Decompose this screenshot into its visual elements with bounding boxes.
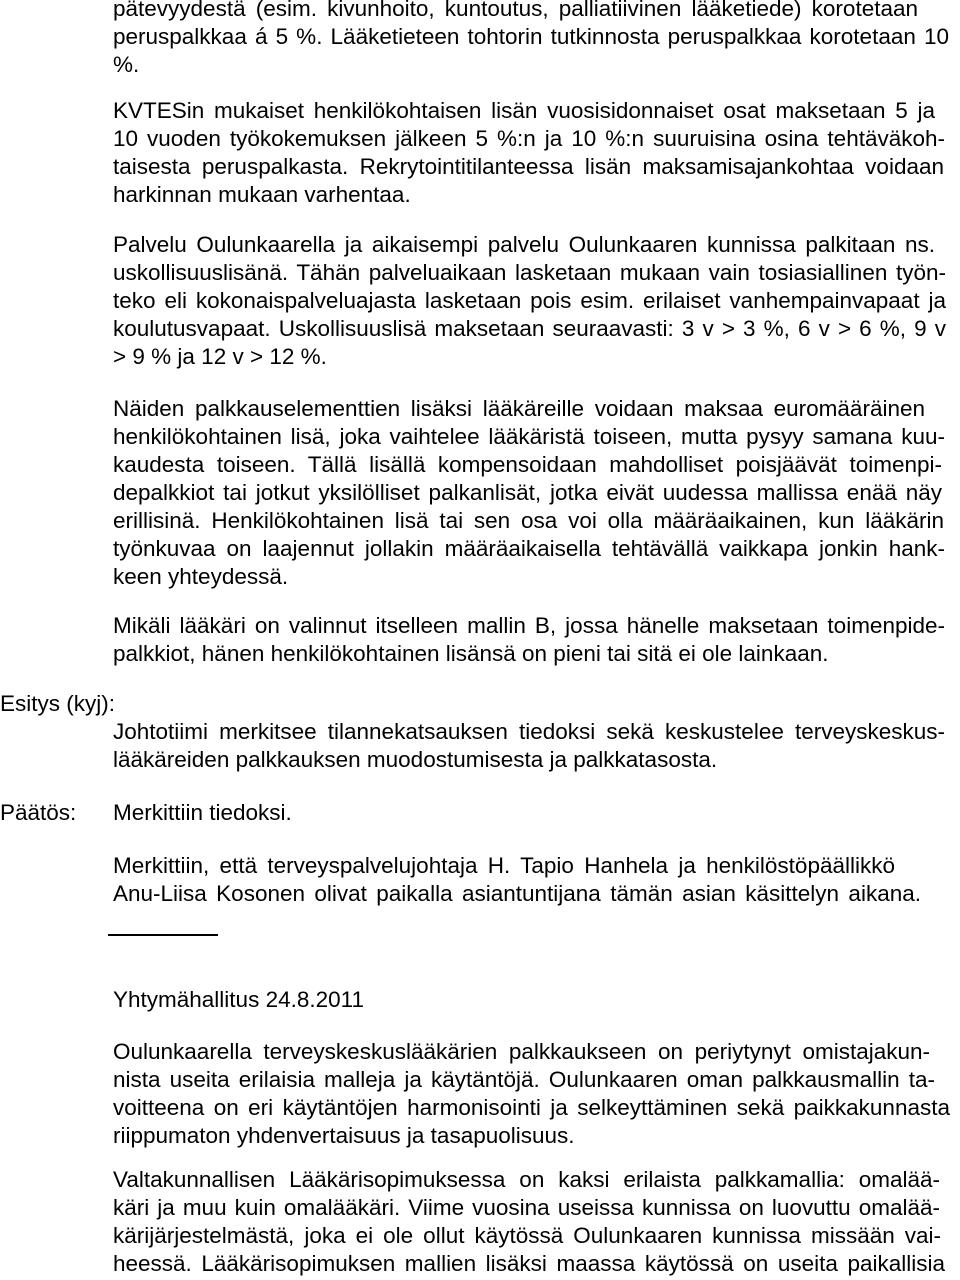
paragraph-line: > 9 % ja 12 v > 12 %. xyxy=(113,344,327,369)
paragraph xyxy=(113,231,953,371)
paragraph xyxy=(113,0,953,79)
paragraph-line: palkkiot, hänen henkilökohtainen lisänsä on pieni tai sitä ei ole lainkaan. xyxy=(113,641,829,666)
paragraph-line: Näiden palkkauselementtien lisäksi lääkäreille voidaan maksaa euromääräinen xyxy=(113,396,925,421)
paragraph xyxy=(113,395,953,591)
paragraph-line: Mikäli lääkäri on valinnut itselleen mallin B, jossa hänelle maksetaan toimenpide- xyxy=(113,613,945,638)
decision-text xyxy=(113,799,953,827)
paragraph-line: taisesta peruspalkasta. Rekrytointitilanteessa lisän maksamisajankohtaa voidaan xyxy=(113,154,944,179)
paragraph-line: voitteena on eri käytäntöjen harmonisointi ja selkeyttäminen sekä paikkakunnasta xyxy=(113,1095,950,1120)
paragraph-line: erillisinä. Henkilökohtainen lisä tai sen osa voi olla määräaikainen, kun lääkärin xyxy=(113,508,944,533)
paragraph-line: käri ja muu kuin omalääkäri. Viime vuosina useissa kunnissa on luovuttu omalää- xyxy=(113,1195,940,1220)
paragraph xyxy=(113,97,953,209)
paragraph-line: KVTESin mukaiset henkilökohtaisen lisän vuosisidonnaiset osat maksetaan 5 ja xyxy=(113,98,935,123)
paragraph-line: riippumaton yhdenvertaisuus ja tasapuolisuus. xyxy=(113,1123,575,1148)
paragraph-line: heessä. Lääkärisopimuksen mallien lisäksi maassa käytössä on useita paikallisia xyxy=(113,1251,945,1276)
paragraph-line: peruspalkkaa á 5 %. Lääketieteen tohtorin tutkinnosta peruspalkkaa korotetaan 10 xyxy=(113,24,949,49)
paragraph-line: Oulunkaarella terveyskeskuslääkärien palkkaukseen on periytynyt omistajakun- xyxy=(113,1039,930,1064)
paragraph-line: lääkäreiden palkkauksen muodostumisesta ja palkkatasosta. xyxy=(113,747,718,772)
paragraph-line: 10 vuoden työkokemuksen jälkeen 5 %:n ja 10 %:n suuruisina osina tehtäväkoh- xyxy=(113,126,945,151)
paragraph xyxy=(113,1166,953,1278)
paragraph-line: uskollisuuslisänä. Tähän palveluaikaan lasketaan mukaan vain tosiasiallinen työn- xyxy=(113,260,946,285)
paragraph-line: %. xyxy=(113,52,140,77)
paragraph-line: Valtakunnallisen Lääkärisopimuksessa on kaksi erilaista palkkamallia: omalää- xyxy=(113,1167,940,1192)
esitys-text xyxy=(113,718,953,774)
paragraph-line: henkilökohtainen lisä, joka vaihtelee lääkäristä toiseen, mutta pysyy samana kuu- xyxy=(113,424,945,449)
paragraph-line: nista useita erilaisia malleja ja käytäntöjä. Oulunkaaren oman palkkausmallin ta- xyxy=(113,1067,935,1092)
paragraph-line: Palvelu Oulunkaarella ja aikaisempi palvelu Oulunkaaren kunnissa palkitaan ns. xyxy=(113,232,935,257)
separator-line xyxy=(108,934,218,936)
paragraph-line: teko eli kokonaispalveluajasta lasketaan pois esim. erilaiset vanhempainvapaat ja xyxy=(113,288,946,313)
paragraph xyxy=(113,852,953,908)
meeting-heading-text: Yhtymähallitus 24.8.2011 xyxy=(113,987,364,1012)
paragraph-line: keen yhteydessä. xyxy=(113,564,289,589)
paragraph-line: depalkkiot tai jotkut yksilölliset palkanlisät, jotka eivät uudessa mallissa enää näy xyxy=(113,480,942,505)
paragraph-line: kaudesta toiseen. Tällä lisällä kompensoidaan mahdolliset poisjäävät toimenpi- xyxy=(113,452,942,477)
paatos-label: Päätös: xyxy=(0,800,77,825)
paragraph xyxy=(113,612,953,668)
paragraph-line: työnkuvaa on laajennut jollakin määräaikaisella tehtävällä vaikkapa jonkin hank- xyxy=(113,536,945,561)
paragraph-line: pätevyydestä (esim. kivunhoito, kuntoutus, palliatiivinen lääketiede) korotetaan xyxy=(113,0,918,21)
paragraph-line: Anu-Liisa Kosonen olivat paikalla asiantuntijana tämän asian käsittelyn aikana. xyxy=(113,881,921,906)
esitys-label: Esitys (kyj): xyxy=(0,691,115,716)
paragraph-line: harkinnan mukaan varhentaa. xyxy=(113,182,411,207)
paragraph-line: Merkittiin tiedoksi. xyxy=(113,800,292,825)
paragraph-line: koulutusvapaat. Uskollisuuslisä maksetaan seuraavasti: 3 v > 3 %, 6 v > 6 %, 9 v xyxy=(113,316,946,341)
meeting-heading xyxy=(113,986,953,1014)
paragraph-line: Johtotiimi merkitsee tilannekatsauksen tiedoksi sekä keskustelee terveyskeskus- xyxy=(113,719,945,744)
paragraph-line: kärijärjestelmästä, joka ei ole ollut käytössä Oulunkaaren kunnissa missään vai- xyxy=(113,1223,941,1248)
paragraph-line: Merkittiin, että terveyspalvelujohtaja H. Tapio Hanhela ja henkilöstöpäällikkö xyxy=(113,853,895,878)
paragraph xyxy=(113,1038,953,1150)
